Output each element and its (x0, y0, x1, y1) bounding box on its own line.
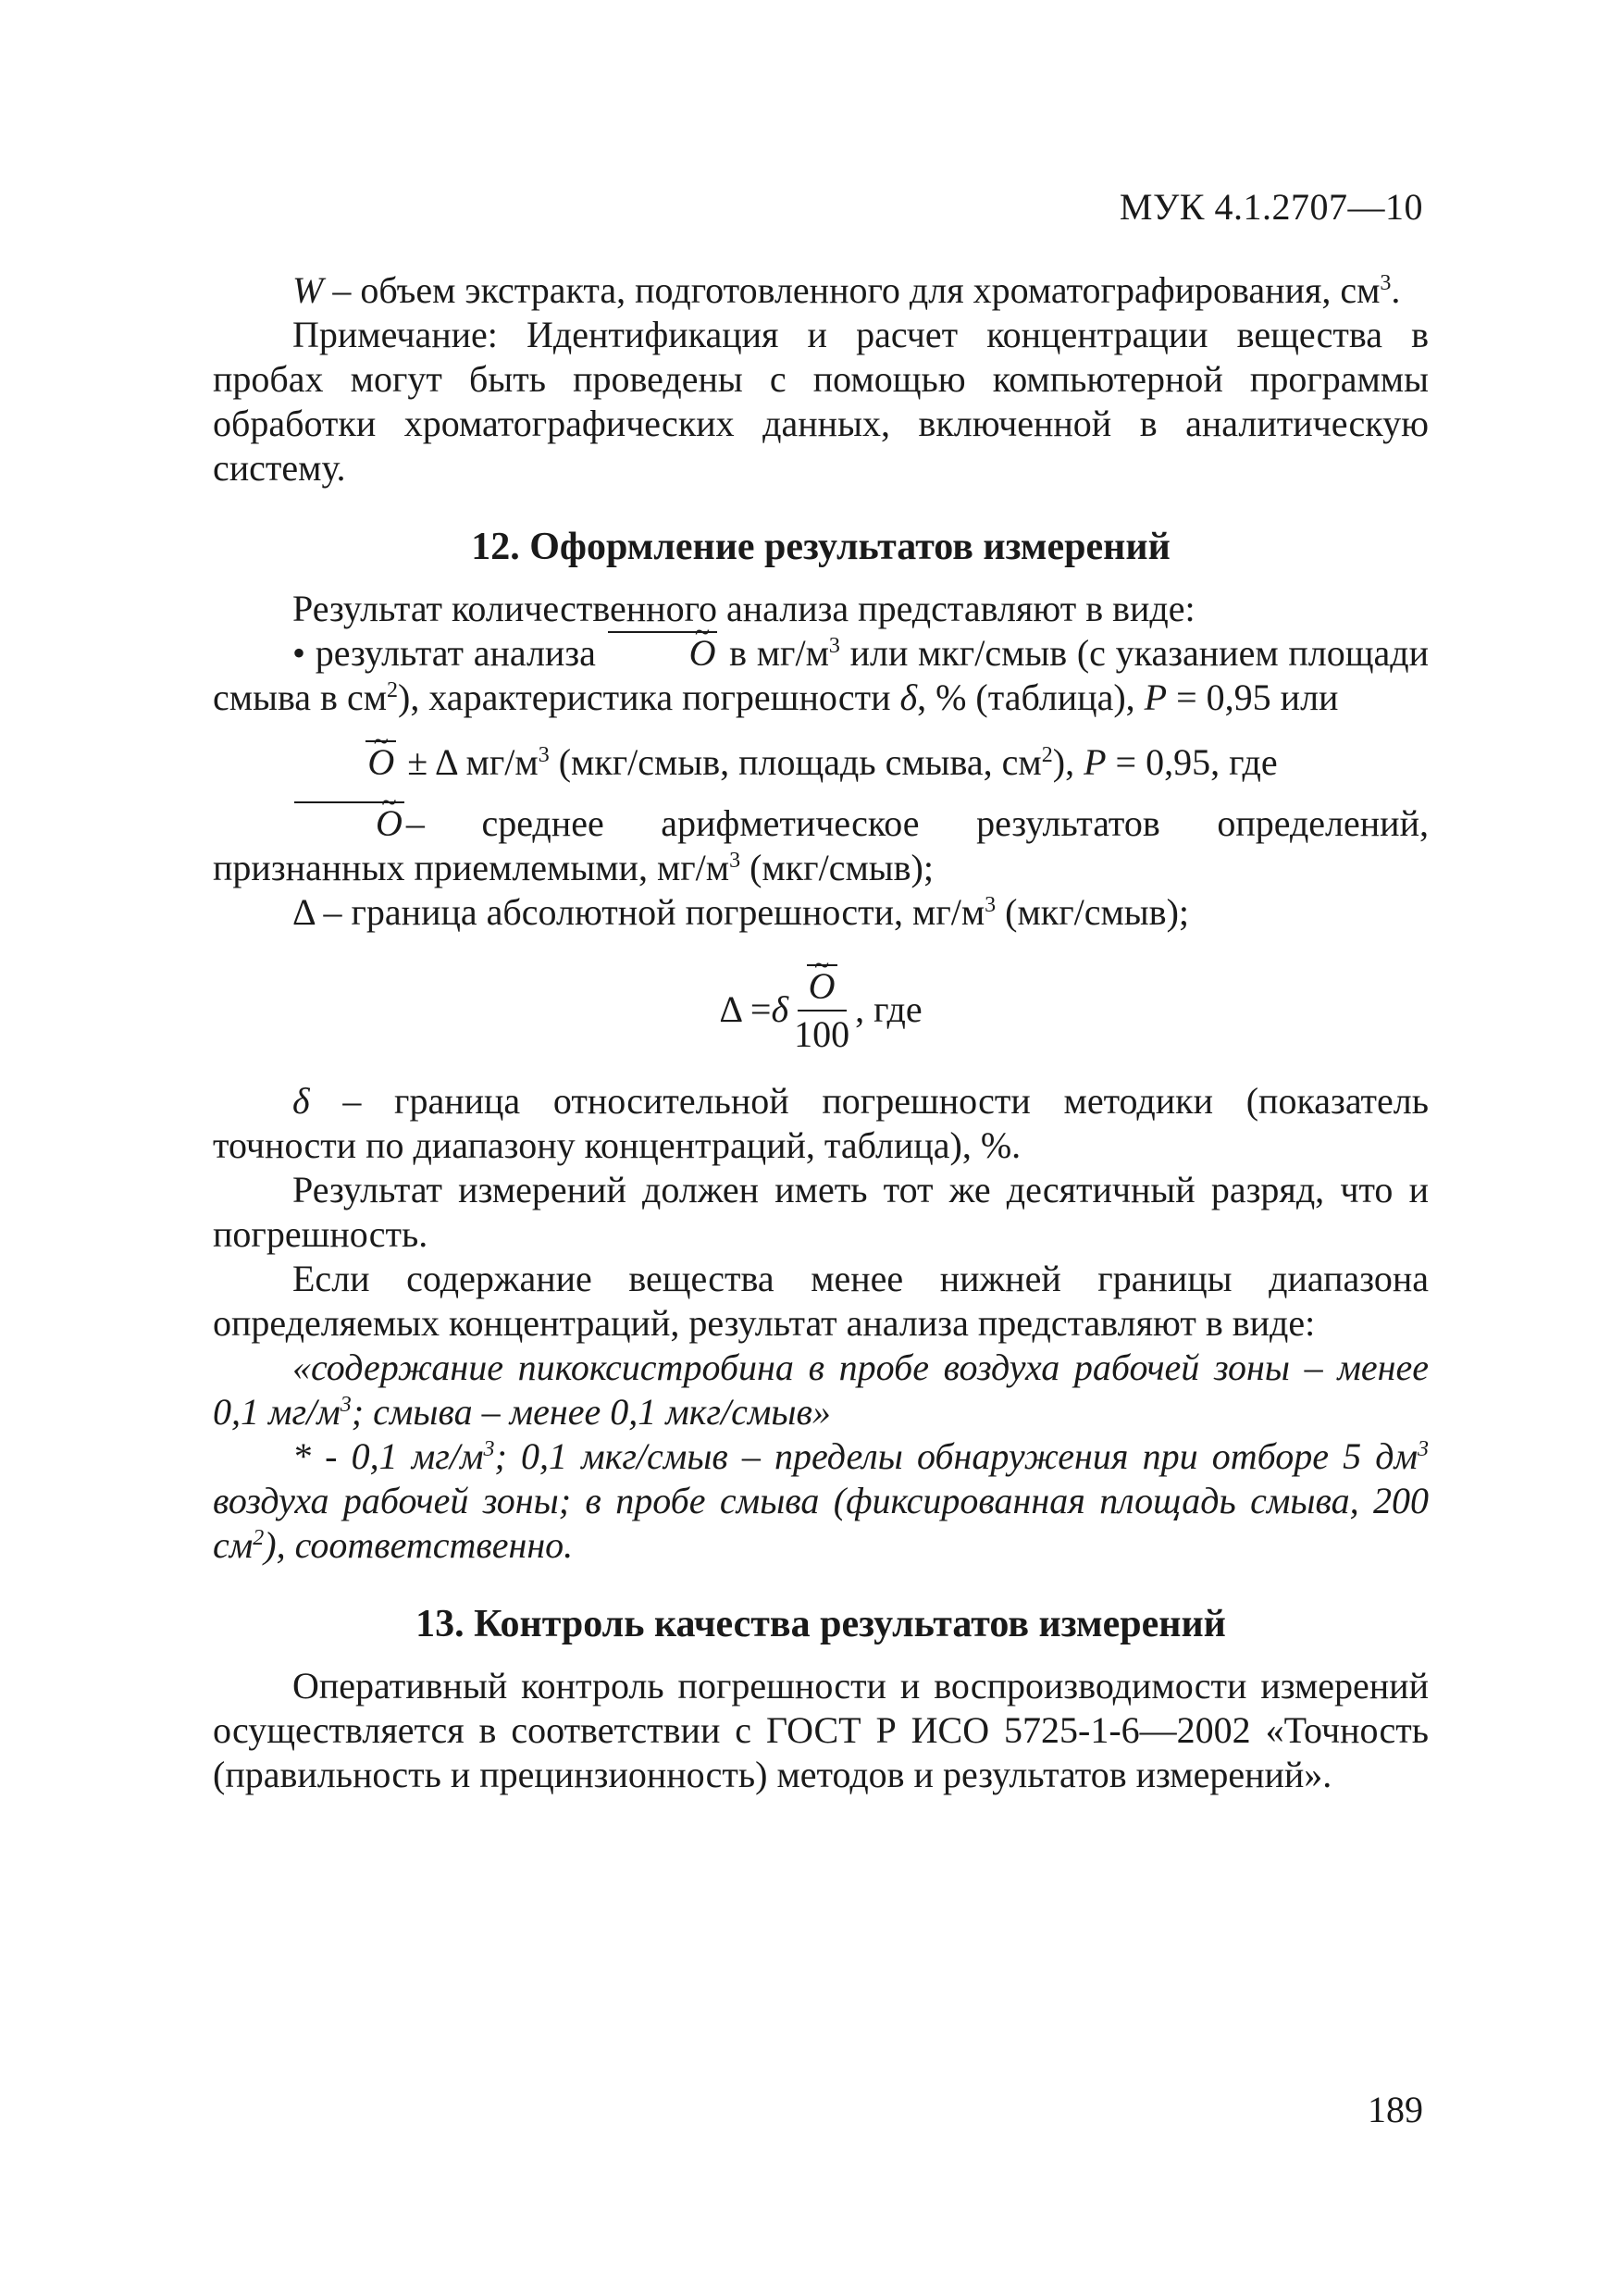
document-code: МУК 4.1.2707—10 (1119, 186, 1423, 228)
delta-formula: Δ = δ $\frac{O \sim}{100}$ , где (213, 959, 1429, 1061)
result-quote: «содержание пикоксистробина в пробе воздуха рабочей зоны – менее 0,1 $мг/м^3$; смыва – менее 0,1 мкг/смыв» (213, 1347, 1429, 1433)
w-symbol: W (292, 269, 324, 311)
result-lead: Результат количественного анализа представляют в виде: (292, 588, 1196, 629)
section-13-title: 13. Контроль качества результатов измерений (415, 1603, 1226, 1645)
page-number: 189 (1368, 2089, 1423, 2130)
o-definition: O ~ – среднее арифметическое результатов определений, признанных приемлемыми, $мг/м^3$ (мкг/смыв); (213, 801, 1429, 890)
section-12-title: 12. Оформление результатов измерений (471, 526, 1171, 568)
o-tilde-symbol: O ~ (292, 801, 406, 846)
result-bullet: • результат анализа O ~ в $мг/м^3$ или мкг/смыв (с указанием площади смыва в $см^2$), характеристика погрешности δ, % (таблица), P = 0,95 или (213, 631, 1429, 720)
quality-control-paragraph: Оперативный контроль погрешности и воспроизводимости измерений осуществляется в соответствии с ГОСТ Р ИСО 5725-1-6—2002 «Точность (правильность и прецинзионность) методов и результатов измерений». (213, 1665, 1429, 1795)
o-tilde-symbol: O ~ (364, 740, 398, 785)
page-content (213, 268, 1429, 1797)
below-range-paragraph: Если содержание вещества менее нижней границы диапазона определяемых концентраций, результат анализа представляют в виде: (213, 1258, 1429, 1344)
w-definition: W – объем экстракта, подготовленного для хроматографирования, $см^3$. (292, 269, 1401, 311)
delta-definition: Δ – граница абсолютной погрешности, $мг/м^3$ (мкг/смыв); (292, 891, 1190, 933)
fraction: $\frac{O \sim}{100}$ (794, 963, 849, 1056)
small-delta-definition: δ – граница относительной погрешности методики (показатель точности по диапазону концентраций, таблица), %. (213, 1080, 1429, 1166)
o-tilde-symbol: O ~ (606, 631, 720, 676)
note-paragraph: Примечание: Идентификация и расчет концентрации вещества в пробах могут быть проведены с помощью компьютерной программы обработки хроматографических данных, включенной в аналитическую систему. (213, 314, 1429, 489)
result-formula-line: O ~ ± Δ $мг/м^3$ (мкг/смыв, площадь смыва, $см^2$), P = 0,95, где (213, 740, 1429, 785)
detection-limits-footnote: * - 0,1 $мг/м^3$; 0,1 мкг/смыв – пределы обнаружения при отборе 5 $дм^3$ воздуха рабочей зоны; в пробе смыва (фиксированная площадь смыва, 200 $см^2$), соответственно. (213, 1435, 1430, 1566)
digit-paragraph: Результат измерений должен иметь тот же десятичный разряд, что и погрешность. (213, 1169, 1429, 1255)
o-tilde-symbol: O ~ (805, 964, 839, 1009)
